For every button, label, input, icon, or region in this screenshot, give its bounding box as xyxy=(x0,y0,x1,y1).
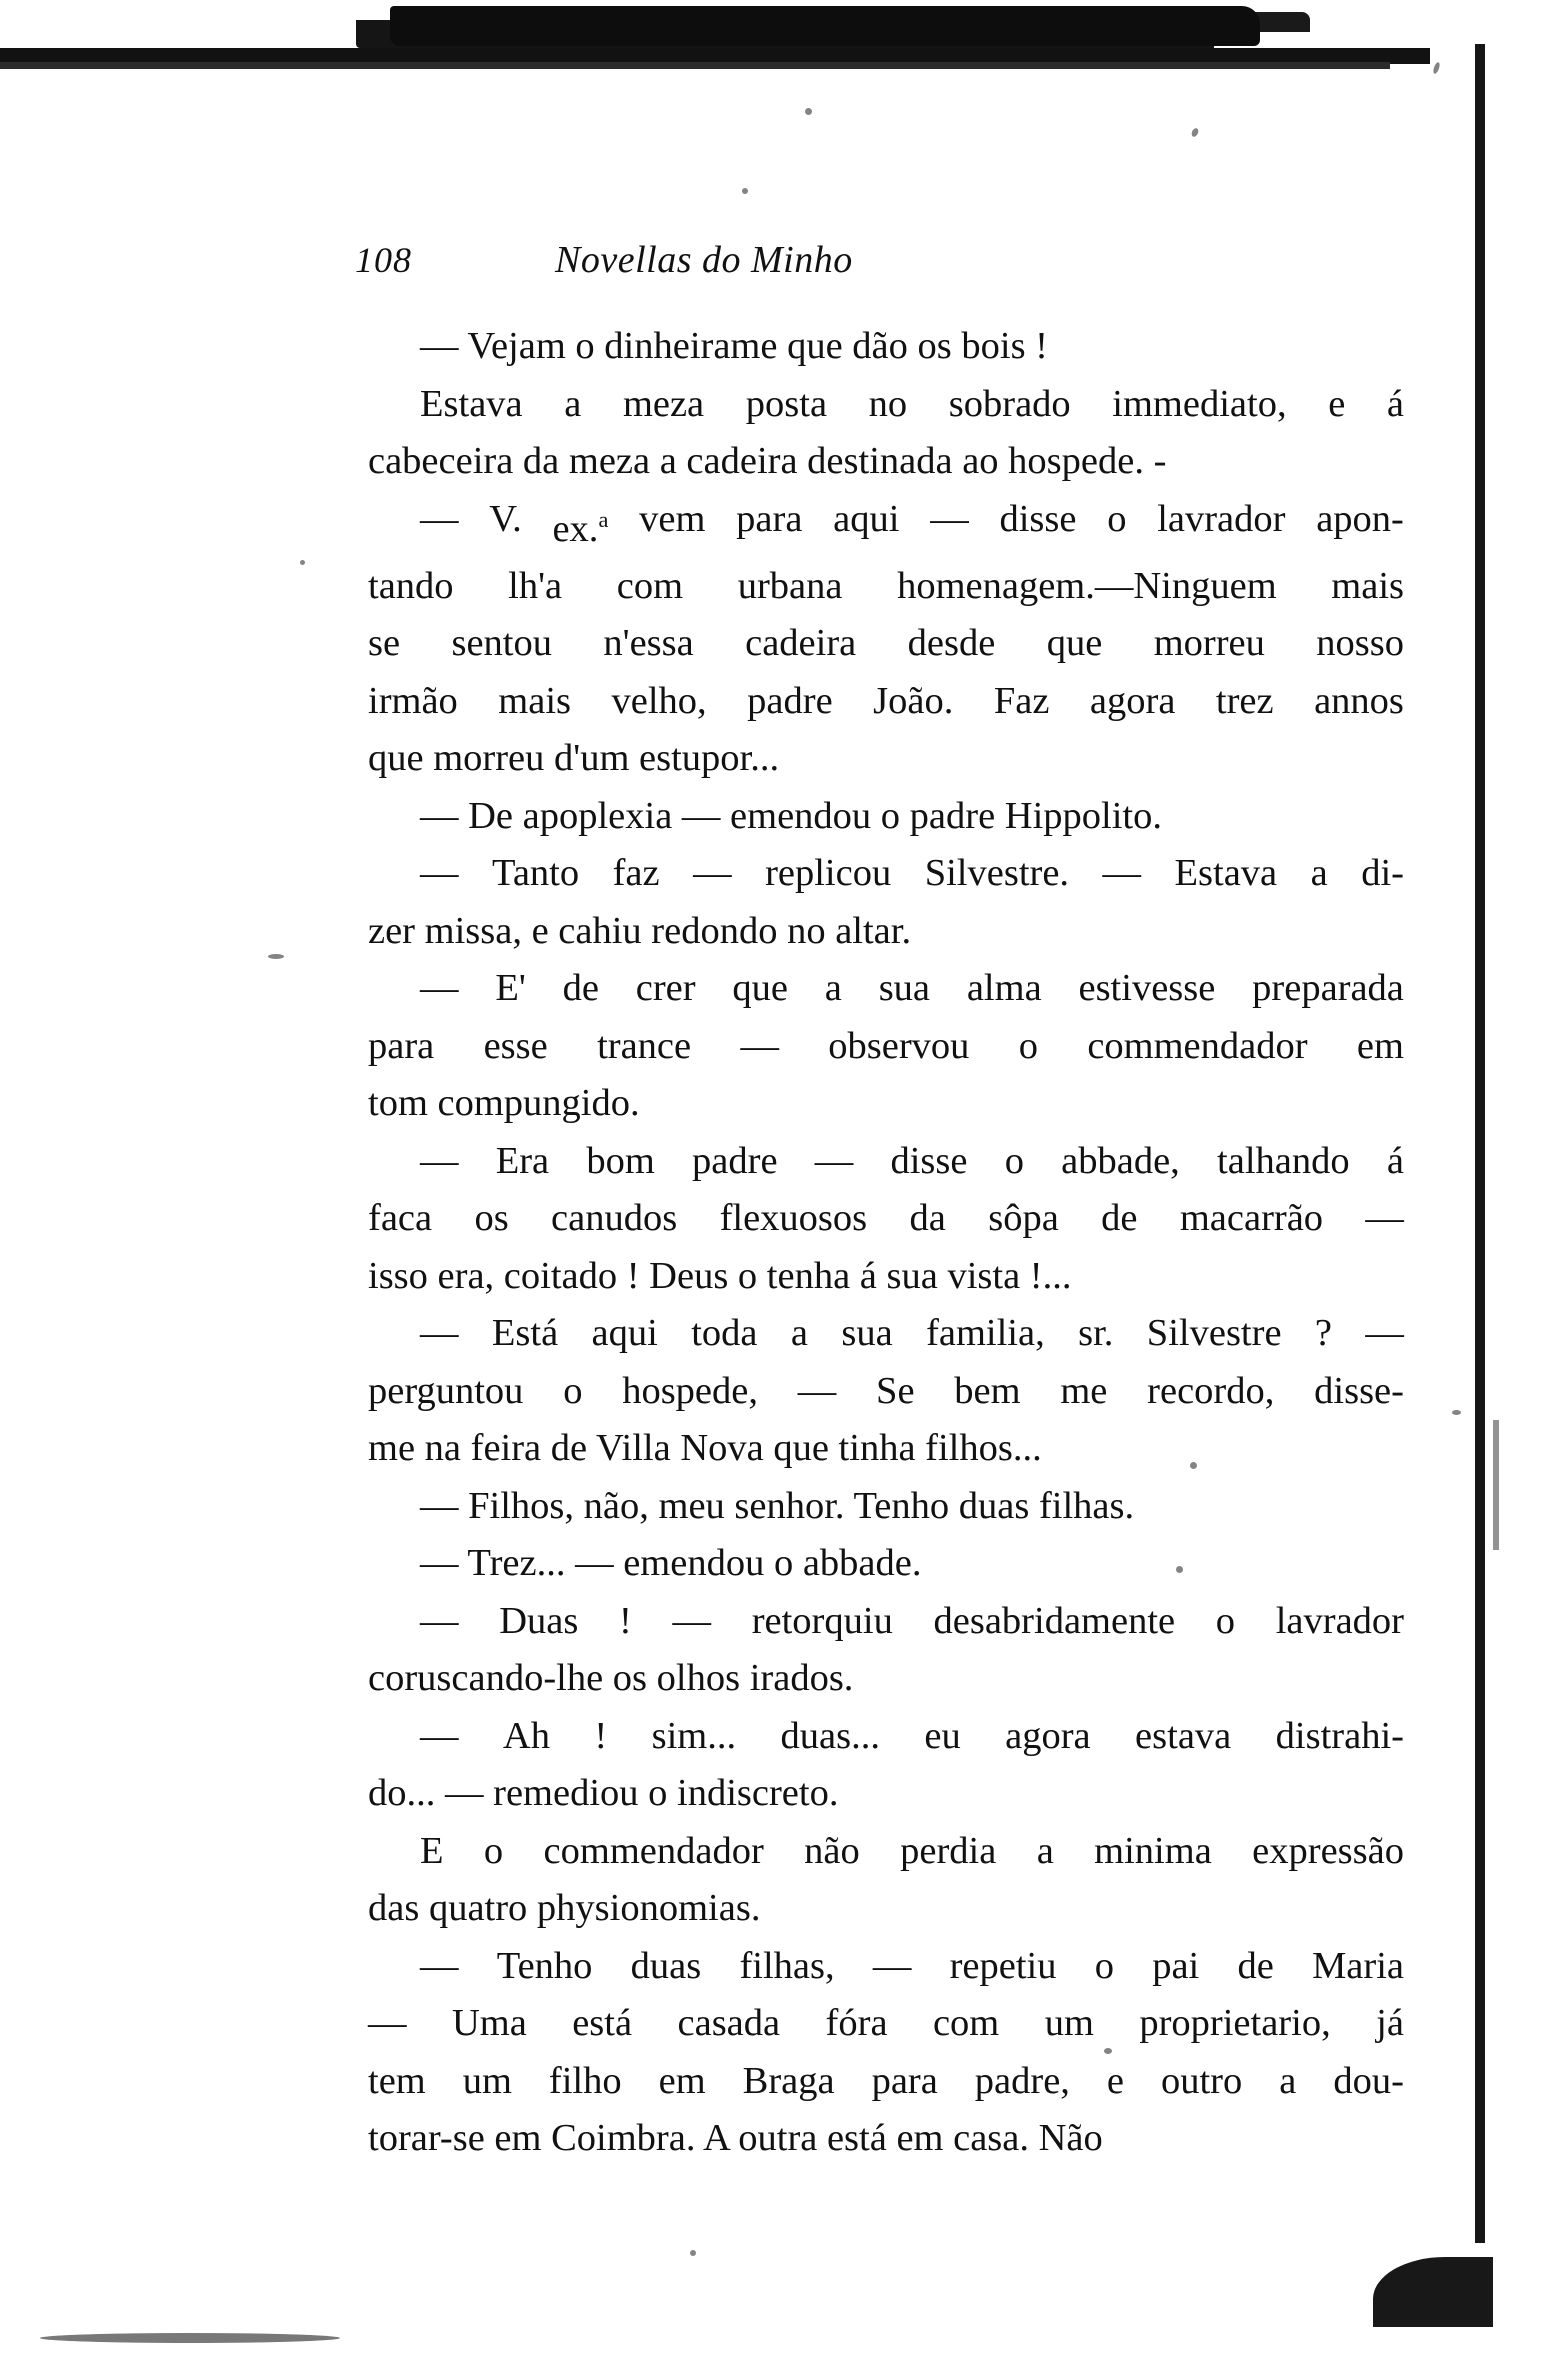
text-line: tem um filho em Braga para padre, e outro a dou- xyxy=(368,2059,1404,2102)
text-line: — Tenho duas filhas, — repetiu o pai de Maria xyxy=(420,1944,1404,1987)
paragraph-apoplexia xyxy=(368,788,1404,846)
running-title: Novellas do Minho xyxy=(555,239,853,281)
scan-speck xyxy=(268,954,284,959)
scan-artifact-top-bar-secondary xyxy=(0,62,1390,69)
paragraph-vex xyxy=(368,491,1404,788)
text-line: do... — remediou o indiscreto. xyxy=(368,1772,839,1815)
scan-speck xyxy=(1452,1410,1461,1415)
text-line: torar-se em Coimbra. A outra está em casa. Não xyxy=(368,2117,1103,2160)
paragraph-ah-sim xyxy=(368,1708,1404,1823)
text-line: tando lh'a com urbana homenagem.—Ninguem mais xyxy=(368,564,1404,607)
text-line: E o commendador não perdia a minima expressão xyxy=(420,1829,1404,1872)
text-line: — Vejam o dinheirame que dão os bois ! xyxy=(420,325,1048,367)
text-line: — Trez... — emendou o abbade. xyxy=(420,1542,922,1585)
text-line: — V. ex.$^a$ vem para aqui — disse o lavrador apon- xyxy=(420,497,1404,550)
text-line: — Ah ! sim... duas... eu agora estava distrahi- xyxy=(420,1714,1404,1757)
scan-speck xyxy=(805,108,812,115)
text-line: isso era, coitado ! Deus o tenha á sua vista !... xyxy=(368,1254,1072,1297)
text-line: — Era bom padre — disse o abbade, talhando á xyxy=(420,1139,1404,1182)
text-line: das quatro physionomias. xyxy=(368,1887,761,1930)
paragraph-trez xyxy=(368,1535,1404,1593)
text-line: — Duas ! — retorquiu desabridamente o lavrador xyxy=(420,1599,1404,1642)
page-text-body xyxy=(368,318,1404,2168)
paragraph-duas xyxy=(368,1593,1404,1708)
scan-speck xyxy=(742,188,748,194)
scan-artifact-right-edge xyxy=(1475,44,1485,2259)
text-line: irmão mais velho, padre João. Faz agora trez annos xyxy=(368,679,1404,722)
text-line: — Uma está casada fóra com um proprietario, já xyxy=(368,2002,1404,2045)
text-line: Estava a meza posta no sobrado immediato, e á xyxy=(420,382,1404,425)
paragraph-era-bom-padre xyxy=(368,1133,1404,1306)
text-line: para esse trance — observou o commendador em xyxy=(368,1024,1404,1067)
scan-speck xyxy=(1190,127,1199,138)
paragraph-filhos-nao xyxy=(368,1478,1404,1536)
text-line: que morreu d'um estupor... xyxy=(368,737,780,780)
text-line: coruscando-lhe os olhos irados. xyxy=(368,1657,854,1700)
text-line: me na feira de Villa Nova que tinha filhos... xyxy=(368,1427,1042,1470)
text-line: — De apoplexia — emendou o padre Hippolito. xyxy=(420,794,1163,837)
page-header xyxy=(355,238,1395,282)
paragraph-esta-aqui xyxy=(368,1305,1404,1478)
paragraph-tenho-duas-filhas xyxy=(368,1938,1404,2168)
text-line: se sentou n'essa cadeira desde que morreu nosso xyxy=(368,622,1404,665)
text-line: faca os canudos flexuosos da sôpa de macarrão — xyxy=(368,1197,1404,1240)
text-line: — Está aqui toda a sua familia, sr. Silvestre ? — xyxy=(420,1312,1404,1355)
text-line: tom compungido. xyxy=(368,1082,640,1125)
text-line: perguntou o hospede, — Se bem me recordo, disse- xyxy=(368,1369,1404,1412)
paragraph-tanto-faz xyxy=(368,845,1404,960)
text-line: cabeceira da meza a cadeira destinada ao hospede. - xyxy=(368,440,1167,482)
text-line: — E' de crer que a sua alma estivesse preparada xyxy=(420,967,1404,1010)
scan-artifact-bottom xyxy=(0,2243,1563,2363)
paragraph-estava-meza xyxy=(368,376,1404,491)
text-line: — Tanto faz — replicou Silvestre. — Estava a di- xyxy=(420,852,1404,895)
paragraph-e-de-crer xyxy=(368,960,1404,1133)
scan-artifact-right-edge-secondary xyxy=(1493,1420,1499,1550)
text-line: zer missa, e cahiu redondo no altar. xyxy=(368,909,912,952)
page-folio: 108 xyxy=(355,240,412,280)
text-line: — Filhos, não, meu senhor. Tenho duas filhas. xyxy=(420,1484,1135,1527)
paragraph-vejam xyxy=(368,318,1404,376)
paragraph-commendador xyxy=(368,1823,1404,1938)
scan-speck xyxy=(690,2250,696,2256)
scan-speck xyxy=(300,560,305,565)
